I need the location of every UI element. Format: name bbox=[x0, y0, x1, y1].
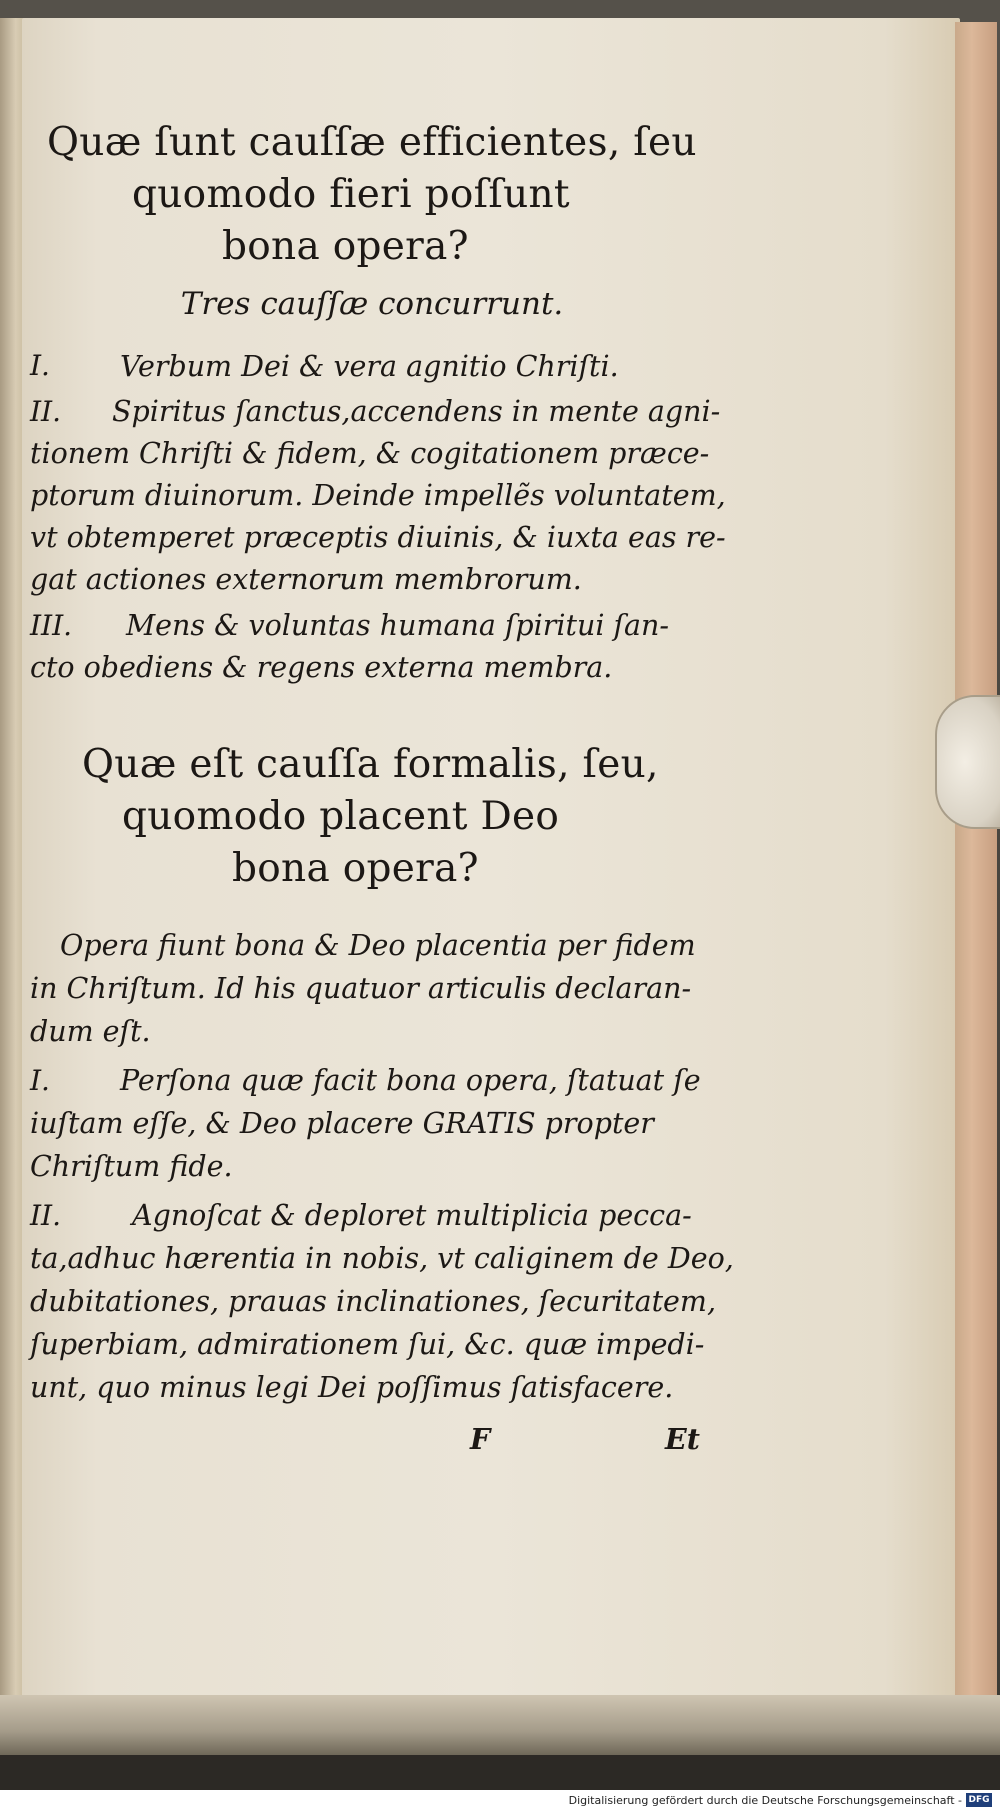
text-line: vt obtemperet præceptis diuinis, & iuxta eas re- bbox=[30, 521, 726, 554]
section1-heading bbox=[22, 118, 722, 272]
bottom-edge bbox=[0, 1695, 1000, 1755]
heading-line: quomodo placent Deo bbox=[122, 794, 560, 839]
dfg-logo: DFG bbox=[966, 1793, 992, 1807]
item-number: III. bbox=[30, 609, 73, 642]
text-line: dubitationes, prauas inclinationes, ſecuritatem, bbox=[30, 1285, 717, 1318]
item-number: I. bbox=[30, 1064, 50, 1097]
heading-line: Quæ ſunt cauſſæ efficientes, ſeu bbox=[47, 120, 697, 165]
text-line: Spiritus ſanctus,accendens in mente agni- bbox=[112, 395, 721, 428]
heading-line: bona opera? bbox=[232, 846, 479, 891]
fore-edge bbox=[955, 22, 997, 1720]
text-line: ta,adhuc hærentia in nobis, vt caliginem de Deo, bbox=[30, 1242, 734, 1275]
text-line: unt, quo minus legi Dei poſſimus ſatisfacere. bbox=[30, 1371, 674, 1404]
text-line: Chriſtum fide. bbox=[30, 1150, 233, 1183]
text-line: gat actiones externorum membrorum. bbox=[30, 563, 582, 596]
text-line: Verbum Dei & vera agnitio Chriſti. bbox=[120, 350, 619, 383]
text-line: dum eſt. bbox=[30, 1015, 151, 1048]
item-number: II. bbox=[30, 395, 62, 428]
section2-heading bbox=[22, 740, 722, 894]
heading-line: bona opera? bbox=[222, 224, 469, 269]
text-line: tionem Chriſti & fidem, & cogitationem præce- bbox=[30, 437, 710, 470]
text-line: Agnoſcat & deploret multiplicia pecca- bbox=[132, 1199, 692, 1232]
section1-subheading: Tres cauſſæ concurrunt. bbox=[180, 286, 564, 322]
heading-line: quomodo fieri poſſunt bbox=[132, 172, 570, 217]
text-line: cto obediens & regens externa membra. bbox=[30, 651, 613, 684]
item-number: I. bbox=[30, 349, 50, 382]
heading-line: Quæ eſt cauſſa formalis, ſeu, bbox=[82, 742, 659, 787]
text-line: ptorum diuinorum. Deinde impellẽs voluntatem, bbox=[30, 479, 726, 512]
text-line: iuſtam eſſe, & Deo placere GRATIS propter bbox=[30, 1107, 654, 1140]
text-line: ſuperbiam, admirationem ſui, &c. quæ impedi- bbox=[30, 1328, 705, 1361]
footer-credit: Digitalisierung gefördert durch die Deutsche Forschungsgemeinschaft - bbox=[568, 1794, 962, 1807]
text-line: Opera fiunt bona & Deo placentia per fidem bbox=[60, 929, 696, 962]
item-number: II. bbox=[30, 1199, 62, 1232]
text-line: Perſona quæ facit bona opera, ſtatuat ſe bbox=[120, 1064, 701, 1097]
clasp bbox=[935, 695, 1000, 829]
text-line: in Chriſtum. Id his quatuor articulis declaran- bbox=[30, 972, 692, 1005]
text-line: Mens & voluntas humana ſpiritui ſan- bbox=[126, 609, 670, 642]
signature-mark: F bbox=[470, 1422, 491, 1456]
catchword: Et bbox=[665, 1422, 700, 1456]
cover-shadow bbox=[0, 1755, 1000, 1790]
